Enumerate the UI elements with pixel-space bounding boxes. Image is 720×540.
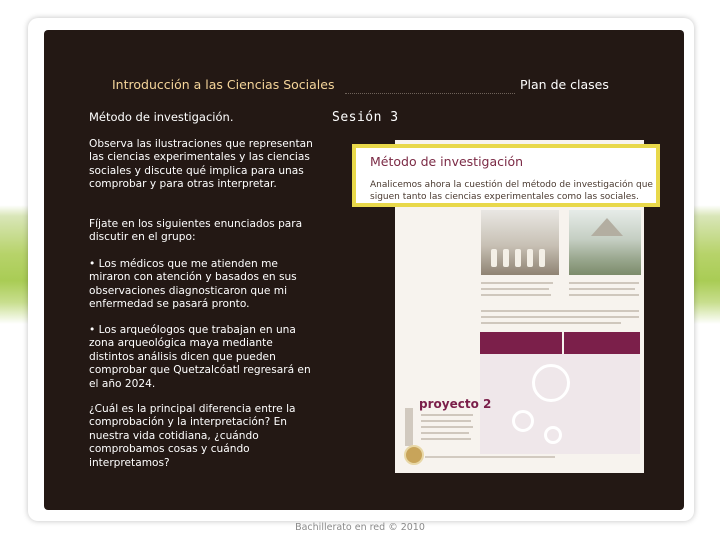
question-paragraph: ¿Cuál es la principal diferencia entre la comprobación y la interpretación? En nuestra vida cotidiana, ¿cuándo comprobamos cosas y cuándo interpretamos?: [89, 403, 296, 469]
seal-icon: [404, 445, 424, 465]
highlight-callout: [352, 144, 660, 207]
table-header-cell: [564, 332, 640, 354]
instruction-paragraph: Fíjate en los siguientes enunciados para discutir en el grupo:: [89, 218, 303, 244]
pyramid-photo: [569, 210, 641, 275]
session-label: Sesión 3: [332, 110, 399, 125]
callout-title: Método de investigación: [370, 154, 524, 169]
topic-subtitle: Método de investigación.: [89, 110, 234, 124]
instruction-paragraph: Observa las ilustraciones que representan las ciencias experimentales y las ciencias sociales y discute qué implica para unas comprobar y para otras interpretar.: [89, 138, 313, 191]
scientists-photo: [481, 210, 559, 275]
course-title: Introducción a las Ciencias Sociales: [112, 77, 335, 92]
callout-text: Analicemos ahora la cuestión del método de investigación que siguen tanto las ciencias experimentales como las sociales.: [370, 180, 653, 202]
table-header-cell: [480, 332, 562, 354]
project-label: proyecto 2: [419, 397, 492, 411]
footer-credit: Bachillerato en red © 2010: [295, 522, 425, 533]
header-divider: [345, 93, 515, 94]
plan-title: Plan de clases: [520, 77, 609, 92]
statement-item: • Los arqueólogos que trabajan en una zona arqueológica maya mediante distintos análisis dicen que pueden comprobar que Quetzalcóatl regresará en el año 2024.: [89, 324, 311, 390]
pyramid-icon: [591, 218, 623, 236]
table-body: [480, 354, 640, 454]
statement-item: • Los médicos que me atienden me miraron con atención y basados en sus observaciones diagnosticaron que mi enfermedad se pasará pronto.: [89, 258, 297, 311]
